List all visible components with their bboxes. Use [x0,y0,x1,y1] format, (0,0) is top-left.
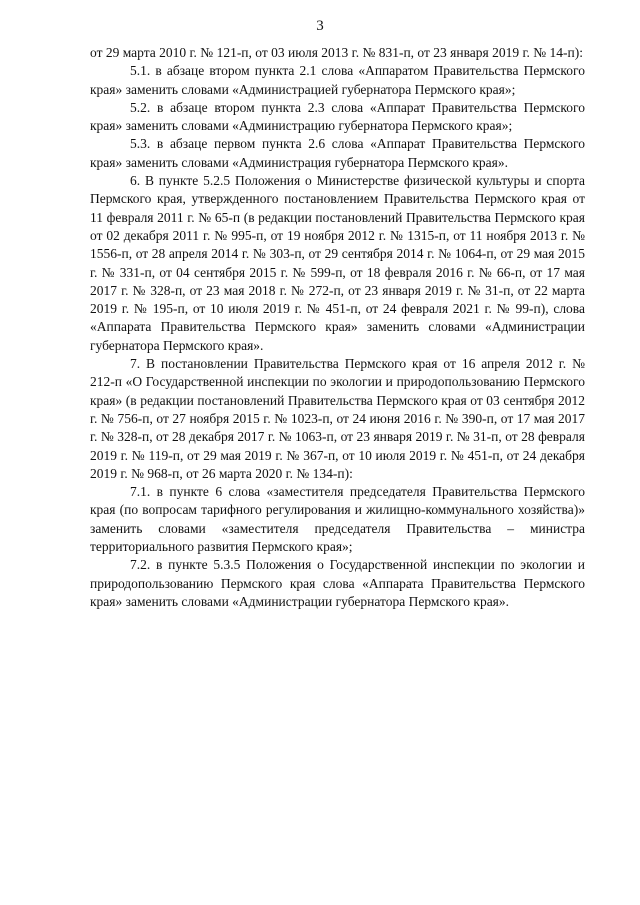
paragraph-item-5-1: 5.1. в абзаце втором пункта 2.1 слова «Аппаратом Правительства Пермского края» заменить словами «Администрацией губернатора Пермского края»; [90,63,585,97]
paragraph-continuation: от 29 марта 2010 г. № 121-п, от 03 июля 2013 г. № 831-п, от 23 января 2019 г. № 14-п): [90,45,583,60]
paragraph-item-6: 6. В пункте 5.2.5 Положения о Министерстве физической культуры и спорта Пермского края, утвержденного постановлением Правительства Пермского края от 11 февраля 2011 г. № 65-п (в редакции постановлений Правительства Пермского края от 02 декабря 2011 г. № 995-п, от 19 ноября 2012 г. № 1315-п, от 11 ноября 2013 г. № 1556-п, от 28 апреля 2014 г. № 303-п, от 29 сентября 2014 г. № 1064-п, от 29 мая 2015 г. № 331-п, от 04 сентября 2015 г. № 599-п, от 18 февраля 2016 г. № 66-п, от 17 мая 2017 г. № 328-п, от 23 мая 2018 г. № 272-п, от 23 января 2019 г. № 31-п, от 22 марта 2019 г. № 195-п, от 10 июля 2019 г. № 451-п, от 24 февраля 2021 г. № 99-п), слова «Аппарата Правительства Пермского края» заменить словами «Администрации губернатора Пермского края». [90,173,585,353]
paragraph-item-7: 7. В постановлении Правительства Пермского края от 16 апреля 2012 г. № 212-п «О Государственной инспекции по экологии и природопользованию Пермского края» (в редакции постановлений Правительства Пермского края от 03 сентября 2012 г. № 756-п, от 27 ноября 2015 г. № 1023-п, от 24 июня 2016 г. № 390-п, от 17 мая 2017 г. № 328-п, от 28 декабря 2017 г. № 1063-п, от 23 января 2019 г. № 31-п, от 28 февраля 2019 г. № 119-п, от 29 мая 2019 г. № 367-п, от 10 июля 2019 г. № 451-п, от 24 декабря 2019 г. № 968-п, от 26 марта 2020 г. № 134-п): [90,356,585,481]
paragraph-item-7-2: 7.2. в пункте 5.3.5 Положения о Государственной инспекции по экологии и природопользованию Пермского края слова «Аппарата Правительства Пермского края» заменить словами «Администрации губернатора Пермского края». [90,557,585,609]
paragraph-item-5-3: 5.3. в абзаце первом пункта 2.6 слова «Аппарат Правительства Пермского края» заменить словами «Администрация губернатора Пермского края». [90,136,585,170]
page-number: 3 [316,18,324,34]
paragraph-item-5-2: 5.2. в абзаце втором пункта 2.3 слова «Аппарат Правительства Пермского края» заменить словами «Администрацию губернатора Пермского края»; [90,99,585,134]
paragraph-item-7-1: 7.1. в пункте 6 слова «заместителя председателя Правительства Пермского края (по вопросам тарифного регулирования и жилищно-коммунального хозяйства)» заменить словами «заместителя председателя Правительства – министра территориального развития Пермского края»; [90,484,585,555]
document-body [90,44,585,611]
